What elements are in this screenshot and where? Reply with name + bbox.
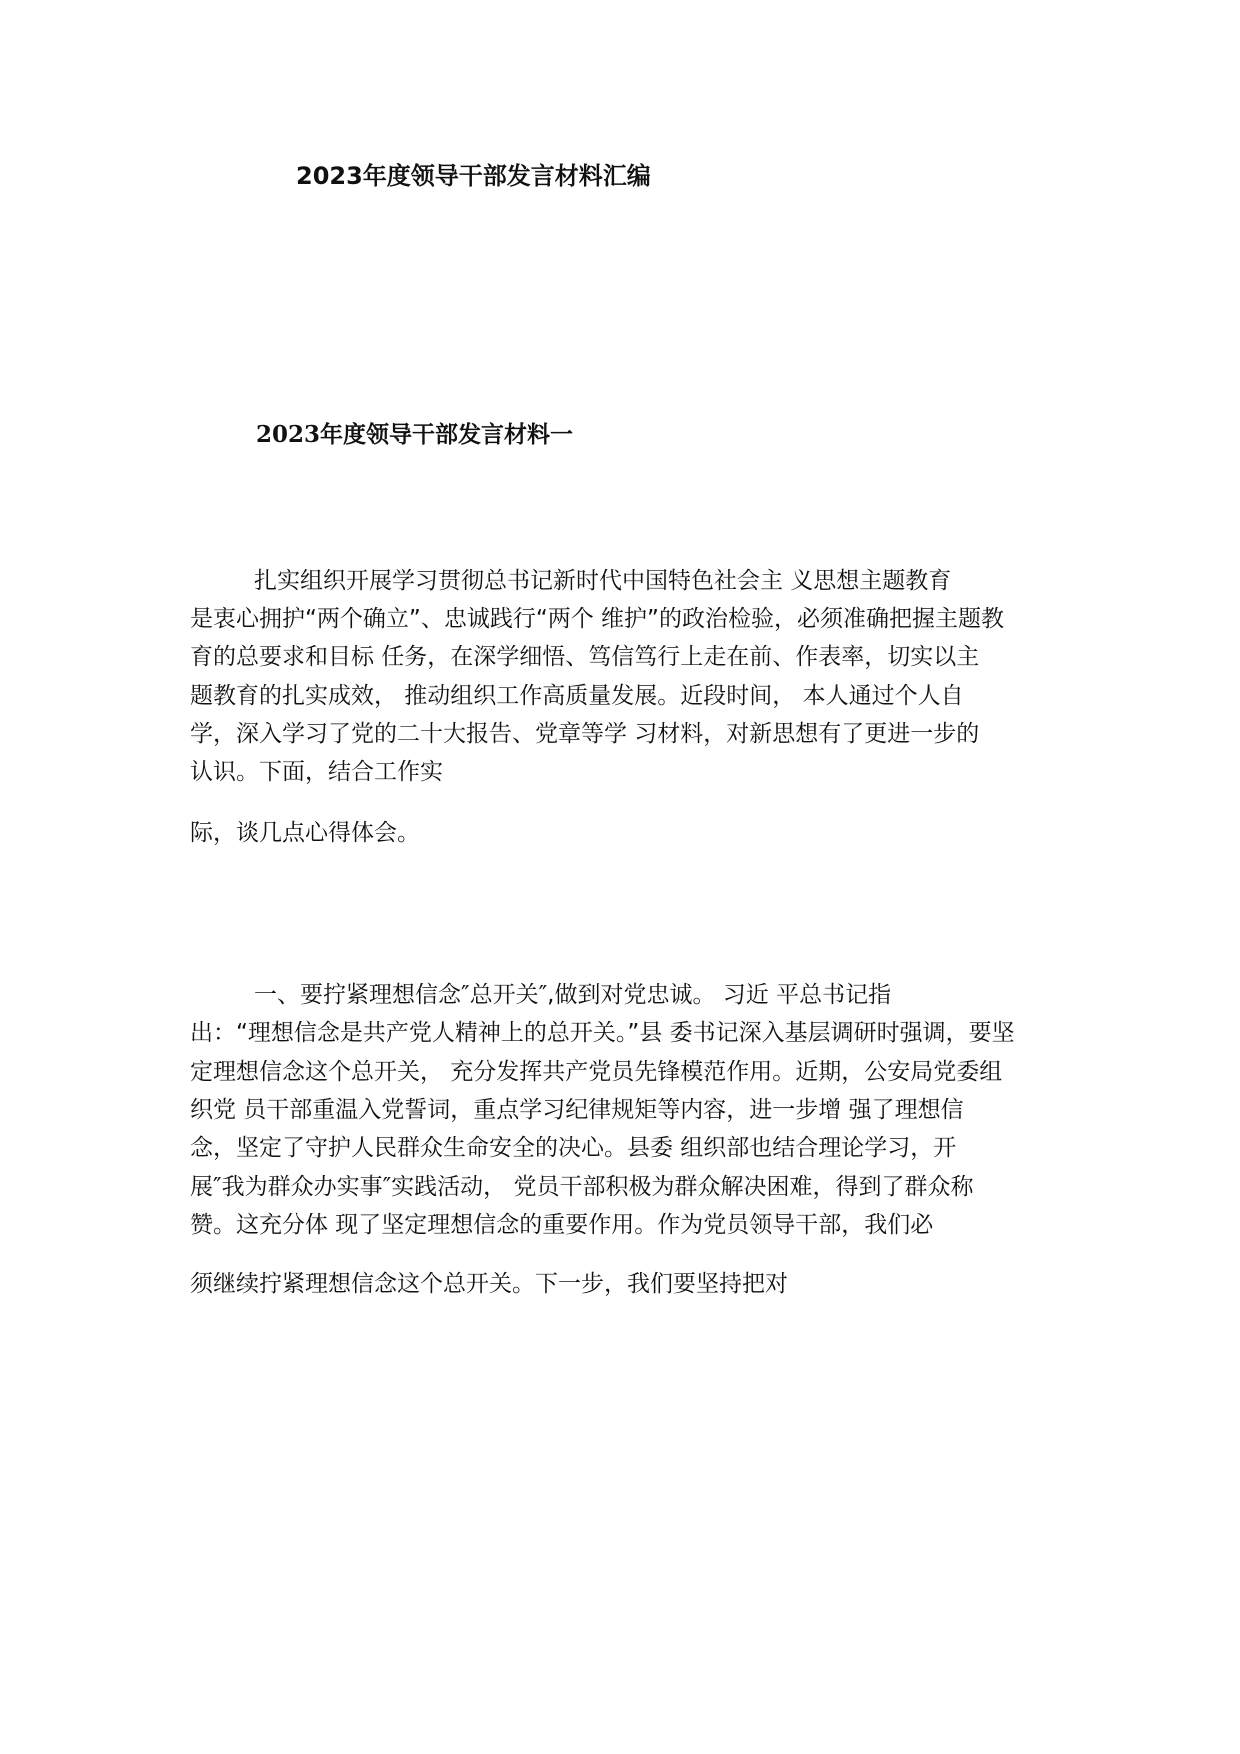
paragraph-1-line: 是衷心拥护“两个确立”、忠诚践行“两个 维护”的政治检验，必须准确把握主题教 — [190, 606, 1004, 632]
paragraph-1-line: 育的总要求和目标 任务，在深学细悟、笃信笃行上走在前、作表率，切实以主 — [190, 644, 980, 670]
paragraph-2-line: 须继续拧紧理想信念这个总开关。下一步，我们要坚持把对 — [190, 1271, 788, 1297]
document-title: 2023年度领导干部发言材料汇编 — [296, 162, 651, 190]
paragraph-2-line: 念，坚定了守护人民群众生命安全的决心。县委 组织部也结合理论学习，开 — [190, 1135, 957, 1161]
paragraph-2-line: 展″我为群众办实事″实践活动， 党员干部积极为群众解决困难，得到了群众称 — [190, 1174, 974, 1200]
paragraph-2-line: 一、要拧紧理想信念″总开关″,做到对党忠诚。 习近 平总书记指 — [254, 982, 892, 1008]
paragraph-2-line: 赞。这充分体 现了坚定理想信念的重要作用。作为党员领导干部，我们必 — [190, 1212, 934, 1238]
paragraph-1-line: 题教育的扎实成效， 推动组织工作高质量发展。近段时间， 本人通过个人自 — [190, 683, 964, 709]
paragraph-2-line: 织党 员干部重温入党誓词，重点学习纪律规矩等内容，进一步增 强了理想信 — [190, 1097, 964, 1123]
paragraph-1-line: 认识。下面，结合工作实 — [190, 759, 443, 785]
paragraph-2-line: 出：“理想信念是共产党人精神上的总开关。”县 委书记深入基层调研时强调，要坚 — [190, 1020, 1015, 1046]
paragraph-2-line: 定理想信念这个总开关， 充分发挥共产党员先锋模范作用。近期，公安局党委组 — [190, 1059, 1003, 1085]
paragraph-1-line: 际，谈几点心得体会。 — [190, 820, 420, 846]
section-title: 2023年度领导干部发言材料一 — [256, 421, 574, 448]
paragraph-1-line: 学，深入学习了党的二十大报告、党章等学 习材料，对新思想有了更进一步的 — [190, 721, 980, 747]
paragraph-1-line: 扎实组织开展学习贯彻总书记新时代中国特色社会主 义思想主题教育 — [254, 568, 952, 594]
